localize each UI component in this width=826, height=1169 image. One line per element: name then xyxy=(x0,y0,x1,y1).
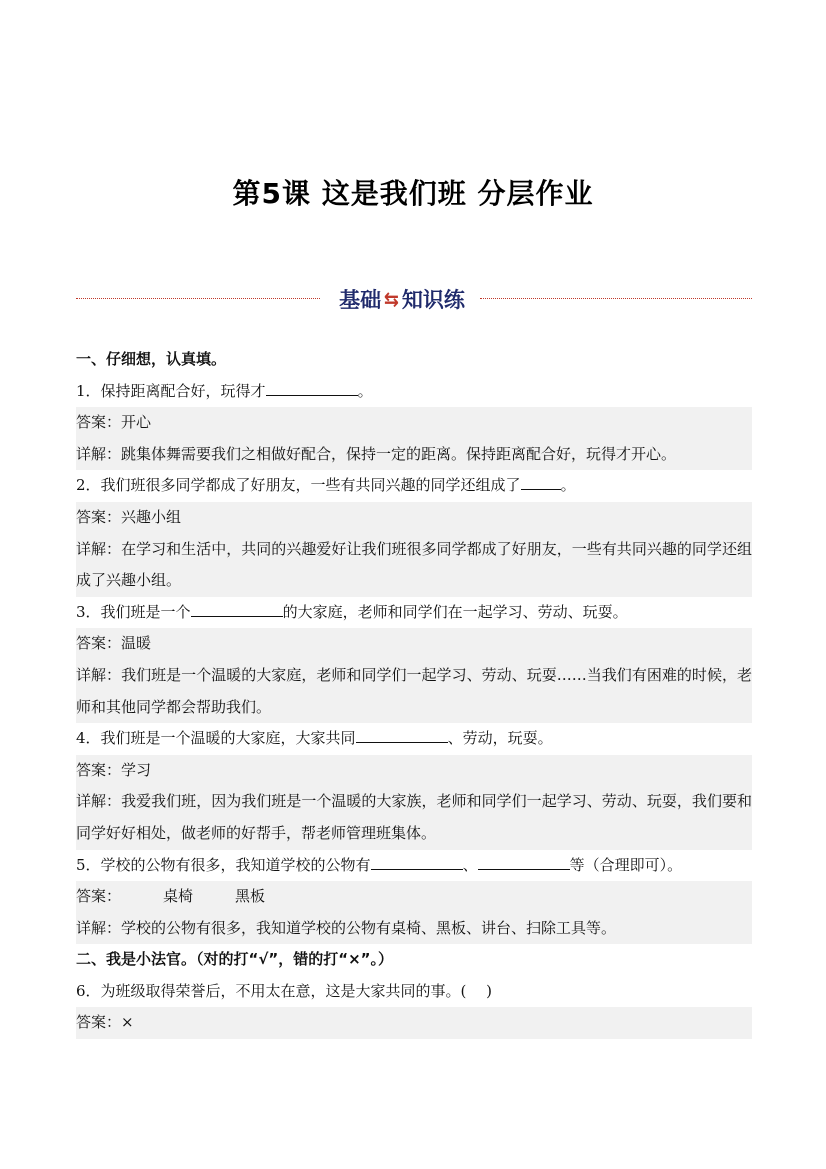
answer-value-b: 黑板 xyxy=(235,887,266,906)
detail-line xyxy=(76,439,752,471)
question-text: ．学校的公物有很多，我知道学校的公物有 xyxy=(85,855,371,874)
banner-swap-icon: ⇆ xyxy=(383,287,400,311)
banner-divider-right xyxy=(480,298,752,299)
detail-text: 我爱我们班，因为我们班是一个温暖的大家族，老师和同学们一起学习、劳动、玩耍，我们要和同学好好相处，做老师的好帮手，帮老师管理班集体。 xyxy=(76,792,752,842)
detail-label: 详解： xyxy=(76,918,122,937)
question-6 xyxy=(76,976,752,1008)
question-number: 1 xyxy=(76,381,86,400)
answer-label: 答案： xyxy=(76,413,122,432)
question-number: 3 xyxy=(76,602,86,621)
banner-text-right: 知识练 xyxy=(401,288,465,312)
detail-line xyxy=(76,913,752,945)
detail-text: 跳集体舞需要我们之相做好配合，保持一定的距离。保持距离配合好，玩得才开心。 xyxy=(121,444,677,463)
question-5 xyxy=(76,850,752,882)
detail-line xyxy=(76,786,752,849)
detail-line xyxy=(76,534,752,597)
banner-divider-left xyxy=(76,298,320,299)
answer-label: 答案： xyxy=(76,760,122,779)
answer-value: 兴趣小组 xyxy=(121,507,182,526)
question-2 xyxy=(76,470,752,502)
answer-line xyxy=(76,755,752,787)
detail-text: 在学习和生活中，共同的兴趣爱好让我们班很多同学都成了好朋友，一些有共同兴趣的同学还组成了兴趣小组。 xyxy=(76,539,752,590)
answer-blank xyxy=(521,471,561,490)
answer-box-2 xyxy=(76,502,752,597)
answer-line xyxy=(76,628,752,660)
question-text-end: 。 xyxy=(560,476,576,495)
question-text: ．保持距离配合好，玩得才 xyxy=(85,381,266,400)
question-3 xyxy=(76,597,752,629)
question-text: ．我们班是一个温暖的大家庭，大家共同 xyxy=(85,729,356,748)
question-text-end: 。 xyxy=(357,381,373,400)
detail-label: 详解： xyxy=(76,665,122,684)
detail-line xyxy=(76,660,752,723)
answer-line xyxy=(76,502,752,534)
answer-box-3 xyxy=(76,628,752,723)
answer-line xyxy=(76,1007,752,1039)
question-number: 4 xyxy=(76,729,86,748)
detail-label: 详解： xyxy=(76,444,122,463)
question-number: 5 xyxy=(76,855,86,874)
question-text: ．我们班是一个 xyxy=(85,602,191,621)
answer-box-4 xyxy=(76,755,752,850)
answer-blank-b xyxy=(478,851,570,870)
answer-label: 答案： xyxy=(76,887,122,906)
answer-blank-a xyxy=(371,851,463,870)
answer-box-5 xyxy=(76,881,752,944)
answer-label: 答案： xyxy=(76,507,122,526)
question-1 xyxy=(76,376,752,408)
answer-line xyxy=(76,407,752,439)
section-heading-true-false: 二、我是小法官。（对的打“√”，错的打“×”。） xyxy=(76,950,394,969)
answer-label: 答案： xyxy=(76,1013,122,1032)
answer-box-6 xyxy=(76,1007,752,1039)
answer-box-1 xyxy=(76,407,752,470)
section-heading-fill-in: 一、仔细想，认真填。 xyxy=(76,350,227,368)
answer-value: 温暖 xyxy=(121,634,152,653)
question-text: ．我们班很多同学都成了好朋友，一些有共同兴趣的同学还组成了 xyxy=(85,476,521,495)
answer-value: 开心 xyxy=(121,413,152,432)
question-number: 6 xyxy=(76,981,86,1000)
worksheet-content xyxy=(76,344,752,1039)
banner-title xyxy=(324,284,480,314)
question-4 xyxy=(76,723,752,755)
banner-text-left: 基础 xyxy=(339,288,382,312)
detail-label: 详解： xyxy=(76,539,122,558)
question-text-end: 等（合理即可）。 xyxy=(569,855,683,874)
detail-text: 学校的公物有很多，我知道学校的公物有桌椅、黑板、讲台、扫除工具等。 xyxy=(121,918,617,937)
question-text: ．为班级取得荣誉后，不用太在意，这是大家共同的事。( ) xyxy=(85,981,493,1000)
answer-value: 学习 xyxy=(121,760,152,779)
question-separator: 、 xyxy=(462,855,478,874)
answer-value-a: 桌椅 xyxy=(163,887,194,906)
question-number: 2 xyxy=(76,476,86,495)
detail-label: 详解： xyxy=(76,792,122,811)
answer-blank xyxy=(266,377,358,396)
page-title: 第5课 这是我们班 分层作业 xyxy=(232,177,594,210)
detail-text: 我们班是一个温暖的大家庭，老师和同学们一起学习、劳动、玩耍……当我们有困难的时候，老师和其他同学都会帮助我们。 xyxy=(76,665,752,716)
section-banner xyxy=(76,284,752,314)
question-text-end: 、劳动，玩耍。 xyxy=(447,729,553,748)
answer-value: × xyxy=(121,1013,134,1032)
question-text-end: 的大家庭，老师和同学们在一起学习、劳动、玩耍。 xyxy=(282,602,628,621)
answer-label: 答案： xyxy=(76,634,122,653)
answer-blank xyxy=(356,724,448,743)
answer-blank xyxy=(191,598,283,617)
answer-line xyxy=(76,881,752,913)
